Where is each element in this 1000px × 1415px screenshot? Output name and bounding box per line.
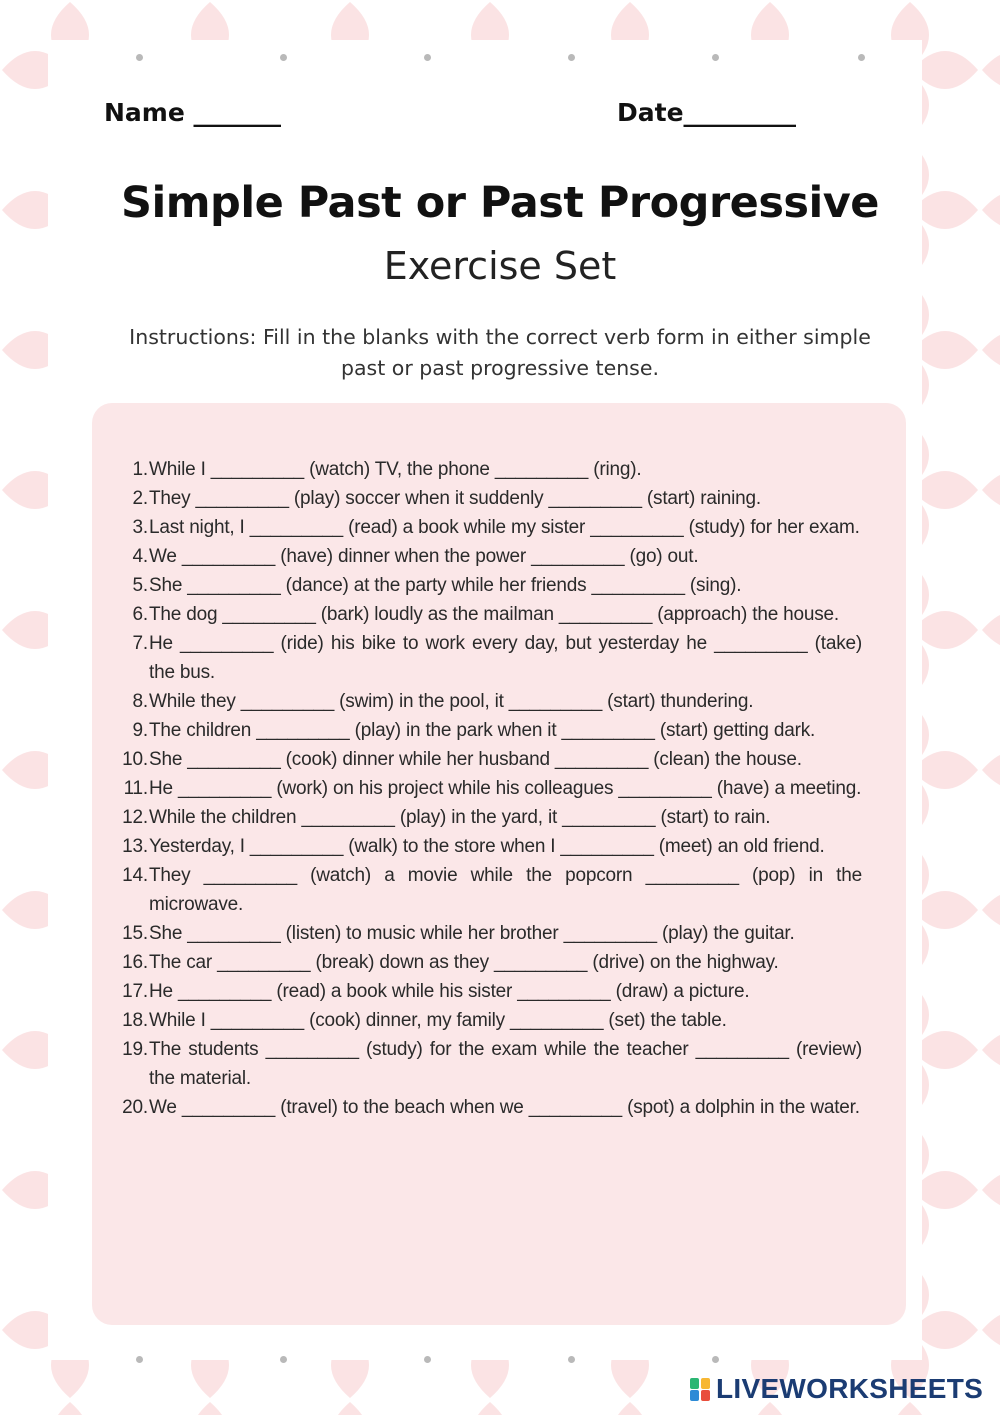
exercise-number: 2. [132,488,148,509]
exercise-item [120,1006,862,1035]
exercise-text: He _________ (read) a book while his sister _________ (draw) a picture. [149,981,750,1002]
exercise-number: 6. [132,604,148,625]
exercise-number: 11. [123,778,148,799]
page-title: Simple Past or Past Progressive [121,178,879,228]
exercise-item [120,600,862,629]
date-field-label: Date_________ [617,98,797,127]
exercise-number: 3. [132,517,148,538]
exercise-text: She _________ (cook) dinner while her husband _________ (clean) the house. [149,749,802,770]
exercise-item [120,687,862,716]
decorative-dot [568,54,575,61]
liveworksheets-logo-icon [690,1376,712,1402]
exercise-item [120,484,862,513]
exercise-item [120,919,862,948]
decorative-dot [858,54,865,61]
exercise-number: 12. [122,807,148,828]
exercise-text: The dog _________ (bark) loudly as the mailman _________ (approach) the house. [149,604,839,625]
decorative-dot [712,1356,719,1363]
exercise-item [120,774,862,803]
decorative-dot [136,54,143,61]
exercise-text: Last night, I _________ (read) a book while my sister _________ (study) for her exam. [149,517,860,538]
exercise-text: He _________ (ride) his bike to work every day, but yesterday he _________ (take) the bus. [149,633,862,683]
exercise-item [120,1035,862,1093]
exercise-item [120,455,862,484]
exercise-number: 13. [122,836,148,857]
exercise-text: The students _________ (study) for the exam while the teacher _________ (review) the material. [149,1039,862,1089]
exercise-item [120,861,862,919]
exercise-number: 10. [122,749,148,770]
instructions-text: Instructions: Fill in the blanks with the correct verb form in either simple past or past progressive tense. [129,325,871,380]
exercise-number: 18. [122,1010,148,1031]
exercise-item [120,629,862,687]
liveworksheets-logo-text: LIVEWORKSHEETS [716,1373,984,1404]
decorative-dot [424,54,431,61]
exercise-item [120,745,862,774]
exercise-text: While they _________ (swim) in the pool, it _________ (start) thundering. [149,691,754,712]
decorative-dot [136,1356,143,1363]
exercise-number: 16. [122,952,148,973]
decorative-dot [424,1356,431,1363]
exercise-number: 14. [122,865,148,886]
decorative-dot [280,1356,287,1363]
exercise-text: Yesterday, I _________ (walk) to the store when I _________ (meet) an old friend. [149,836,825,857]
exercise-text: She _________ (listen) to music while her brother _________ (play) the guitar. [149,923,795,944]
exercise-number: 15. [122,923,148,944]
name-field-label: Name _______ [104,98,282,127]
exercise-number: 19. [122,1039,148,1060]
exercise-text: They _________ (watch) a movie while the popcorn _________ (pop) in the microwave. [149,865,862,915]
exercise-item [120,571,862,600]
liveworksheets-logo[interactable] [690,1372,983,1406]
exercise-number: 4. [132,546,148,567]
exercise-item [120,803,862,832]
decorative-dot [712,54,719,61]
exercise-item [120,832,862,861]
exercise-number: 7. [132,633,148,654]
exercise-number: 5. [132,575,148,596]
exercise-item [120,1093,862,1122]
exercise-text: While I _________ (cook) dinner, my family _________ (set) the table. [149,1010,727,1031]
decorative-dot [568,1356,575,1363]
exercise-text: The children _________ (play) in the park when it _________ (start) getting dark. [149,720,816,741]
exercise-number: 20. [122,1097,148,1118]
exercise-text: We _________ (have) dinner when the power _________ (go) out. [149,546,699,567]
exercise-number: 8. [132,691,148,712]
exercise-text: While the children _________ (play) in the yard, it _________ (start) to rain. [149,807,771,828]
exercise-text: We _________ (travel) to the beach when we _________ (spot) a dolphin in the water. [149,1097,860,1118]
exercise-text: She _________ (dance) at the party while her friends _________ (sing). [149,575,742,596]
exercise-item [120,977,862,1006]
page-subtitle: Exercise Set [383,244,617,288]
exercise-item [120,948,862,977]
exercise-text: He _________ (work) on his project while his colleagues _________ (have) a meeting. [149,778,862,799]
exercise-number: 9. [132,720,148,741]
exercise-text: While I _________ (watch) TV, the phone _________ (ring). [149,459,642,480]
exercise-item [120,542,862,571]
exercise-list [120,455,862,1122]
exercise-item [120,716,862,745]
exercise-text: The car _________ (break) down as they _________ (drive) on the highway. [149,952,779,973]
exercise-number: 1. [132,459,148,480]
exercise-number: 17. [122,981,148,1002]
decorative-dot [280,54,287,61]
exercise-item [120,513,862,542]
exercise-text: They _________ (play) soccer when it suddenly _________ (start) raining. [149,488,761,509]
